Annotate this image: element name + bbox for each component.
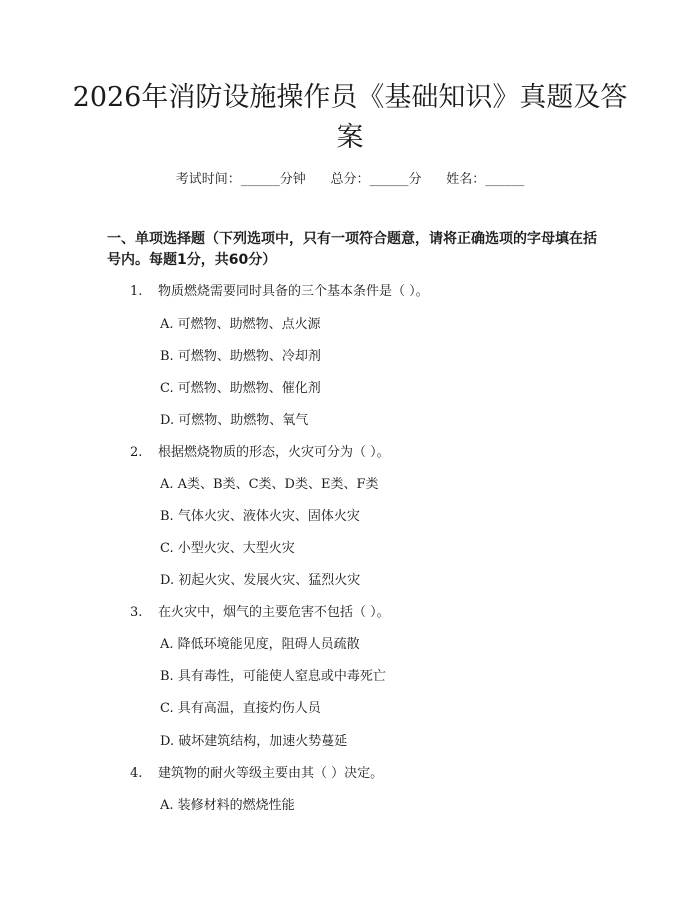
question-text: 在火灾中，烟气的主要危害不包括（ ）。 [158,605,390,620]
document-title: 2026年消防设施操作员《基础知识》真题及答案 [72,82,628,153]
question-number: 2. [130,445,143,460]
question-2 [130,444,390,462]
question-3-option-b: B. 具有毒性，可能使人窒息或中毒死亡 [160,669,386,684]
question-1-option-d: D. 可燃物、助燃物、氧气 [160,413,309,428]
question-4-option-a: A. 装修材料的燃烧性能 [160,798,295,813]
question-1-option-b: B. 可燃物、助燃物、冷却剂 [160,349,321,364]
question-1 [130,283,429,301]
question-number: 3. [130,605,143,620]
exam-info-line: 考试时间：______分钟 总分：______分 姓名：______ [175,172,525,187]
question-1-option-c: C. 可燃物、助燃物、催化剂 [160,381,321,396]
question-4 [130,765,383,783]
question-text: 根据燃烧物质的形态，火灾可分为（ ）。 [158,445,390,460]
question-number: 4. [130,766,143,781]
question-text: 物质燃烧需要同时具备的三个基本条件是（ ）。 [158,284,429,299]
question-text: 建筑物的耐火等级主要由其（ ）决定。 [158,766,384,781]
question-2-option-c: C. 小型火灾、大型火灾 [160,541,295,556]
question-3-option-d: D. 破坏建筑结构，加速火势蔓延 [160,734,348,749]
question-2-option-b: B. 气体火灾、液体火灾、固体火灾 [160,509,360,524]
question-3 [130,604,390,622]
question-3-option-c: C. 具有高温，直接灼伤人员 [160,701,321,716]
question-number: 1. [130,284,143,299]
question-2-option-d: D. 初起火灾、发展火灾、猛烈火灾 [160,573,361,588]
question-2-option-a: A. A类、B类、C类、D类、E类、F类 [160,477,379,492]
question-3-option-a: A. 降低环境能见度，阻碍人员疏散 [160,637,360,652]
section-heading: 一、单项选择题（下列选项中，只有一项符合题意，请将正确选项的字母填在括号内。每题1分，共60分） [107,231,597,268]
question-1-option-a: A. 可燃物、助燃物、点火源 [160,317,321,332]
